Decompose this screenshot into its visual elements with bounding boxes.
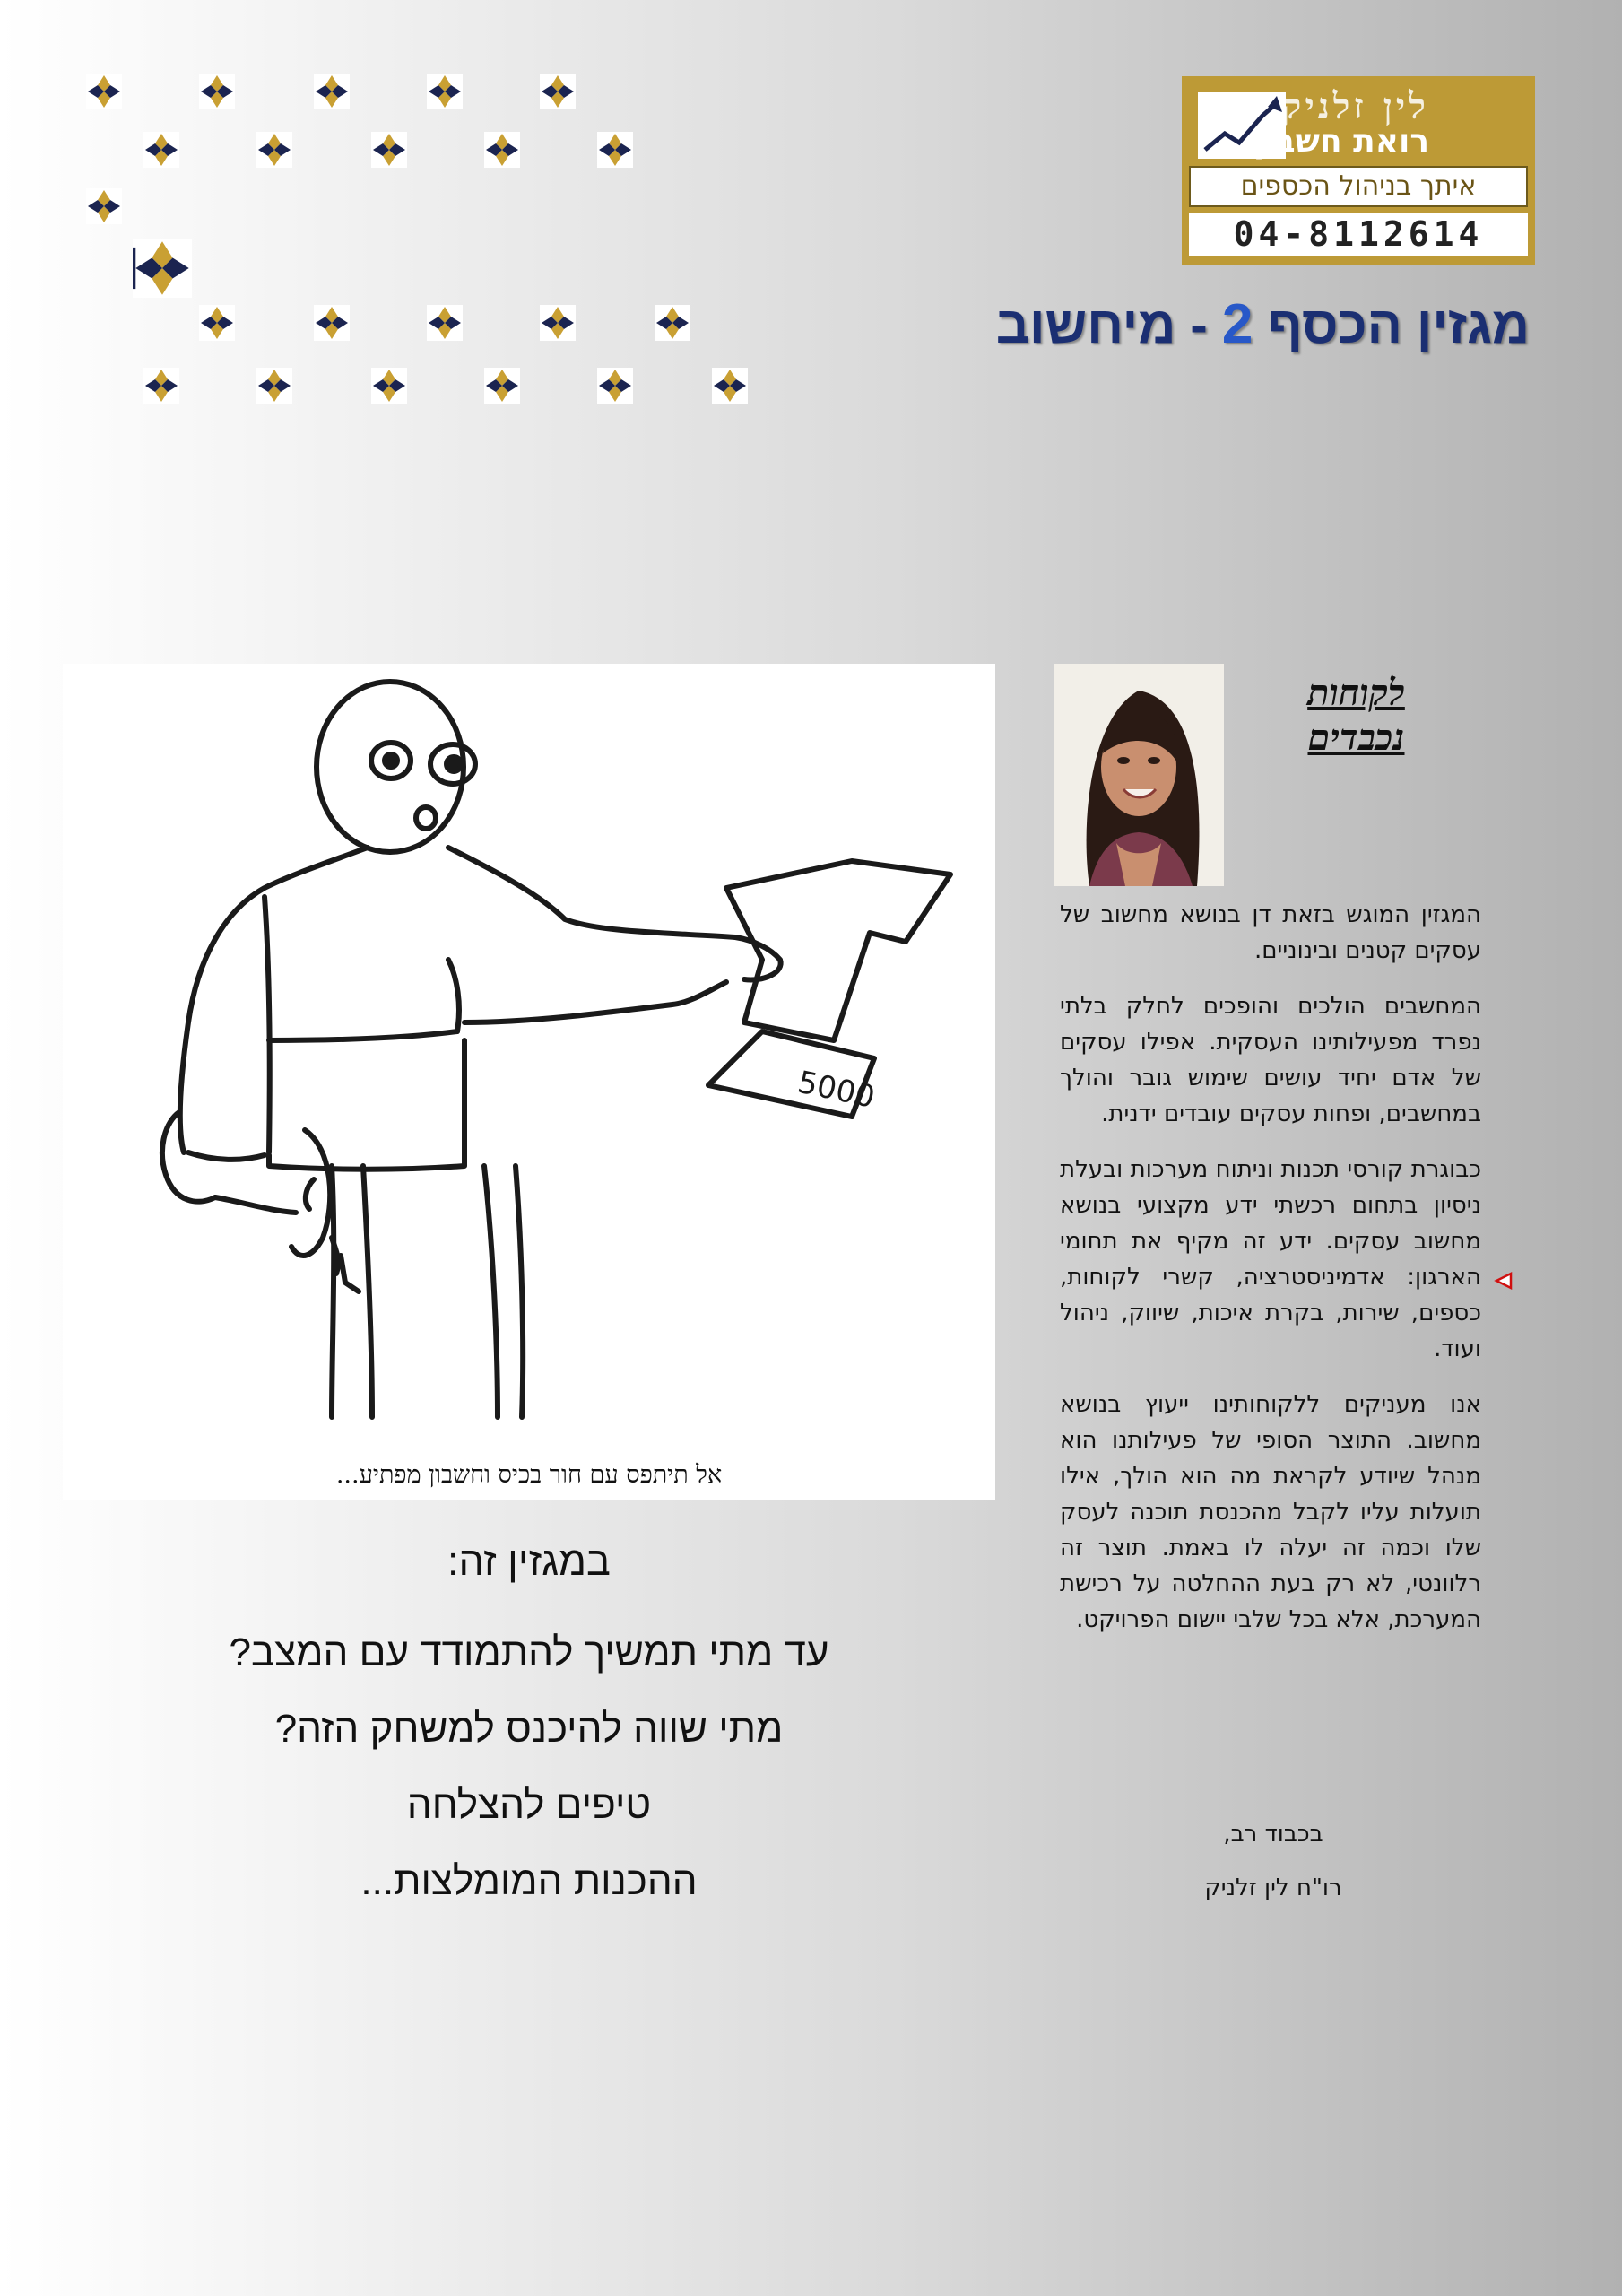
cartoon-illustration: [63, 664, 995, 1500]
magazine-title-suffix: - מיחשוב: [995, 296, 1222, 354]
contents-heading: במגזין זה:: [447, 1538, 611, 1584]
company-logo: [1182, 76, 1535, 265]
logo-name: לין זלניק: [1281, 85, 1429, 127]
diamond-ornament-icon: [314, 74, 350, 109]
diamond-ornament-icon: [597, 132, 633, 168]
magazine-issue-number: 2: [1221, 293, 1253, 355]
diamond-ornament-icon: [371, 132, 407, 168]
diamond-ornament-icon: [655, 305, 690, 341]
letter-paragraph: אנו מעניקים ללקוחותינו ייעוץ בנושא מחשוב. התוצר הסופי של פעילותנו הוא מנהל שיודע לקראת מה הוא הולך, אילו תועלות עליו לקבל מהכנסת תוכנה לעסק שלו וכמה זה יעלה לו באמת. תוצר זה רלוונטי, לא רק בעת ההחלטה על רכישת המערכת, אלא בכל שלבי יישום הפרויקט.: [1060, 1391, 1481, 1633]
diamond-ornament-icon: [427, 305, 463, 341]
diamond-ornament-icon: [199, 74, 235, 109]
logo-phone: 04-8112614: [1189, 213, 1528, 256]
contents-item: ההכנות המומלצות...: [360, 1859, 698, 1903]
greeting-line: נכבדים: [1307, 717, 1405, 759]
diamond-ornament-icon: [86, 74, 122, 109]
contents-item: מתי שווה להיכנס למשחק הזה?: [274, 1707, 784, 1751]
author-portrait: [1054, 664, 1224, 886]
letter-paragraph: המגזין המוגש בזאת דן בנושא מחשוב של עסקים קטנים ובינוניים.: [1060, 901, 1481, 964]
diamond-ornament-icon: [199, 305, 235, 341]
triangle-bullet-icon: [1494, 1271, 1514, 1291]
diamond-ornament-icon: [540, 305, 576, 341]
diamond-ornament-icon: [143, 132, 179, 168]
diamond-ornament-icon: [597, 368, 633, 404]
cartoon-caption: אל תיתפס עם חור בכיס וחשבון מפתיע...: [335, 1461, 723, 1489]
diamond-ornament-icon: [712, 368, 748, 404]
diamond-ornament-icon: [314, 305, 350, 341]
banknote-amount: 5000: [794, 1064, 879, 1116]
letter-body: [1060, 897, 1481, 1657]
contents-list: [143, 1628, 915, 1933]
diamond-ornament-icon: [143, 368, 179, 404]
magazine-title-prefix: מגזין הכסף: [1253, 296, 1530, 354]
letter-signature: רו"ח לין זלניק: [1204, 1874, 1342, 1901]
diamond-ornament-icon: [133, 239, 192, 298]
letter-closing: בכבוד רב,: [1223, 1821, 1323, 1848]
diamond-ornament-icon: [86, 188, 122, 224]
diamond-ornament-icon: [484, 368, 520, 404]
diamond-ornament-icon: [256, 132, 292, 168]
magazine-title: [996, 292, 1530, 356]
man-with-hole-in-pocket-drawing: [63, 664, 995, 1453]
diamond-ornament-icon: [371, 368, 407, 404]
diamond-ornament-icon: [484, 132, 520, 168]
contents-item: עד מתי תמשיך להתמודד עם המצב?: [229, 1631, 829, 1674]
logo-title: רואת חשבון: [1253, 123, 1429, 160]
logo-tagline: איתך בניהול הכספים: [1189, 166, 1528, 207]
contents-item: טיפים להצלחה: [406, 1783, 652, 1827]
diamond-ornament-icon: [540, 74, 576, 109]
diamond-ornament-icon: [427, 74, 463, 109]
letter-paragraph: כבוגרת קורסי תכנות וניתוח מערכות ובעלת ניסיון בתחום רכשתי ידע מקצועי בנושא מחשוב עסקים. ידע זה מקיף את תחומי הארגון: אדמיניסטרציה, קשרי לקוחות, כספים, שירות, בקרת איכות, שיווק, ניהול ועוד.: [1060, 1156, 1481, 1362]
diamond-ornament-icon: [256, 368, 292, 404]
letter-paragraph: המחשבים הולכים והופכים לחלק בלתי נפרד מפעילותינו העסקית. אפילו עסקים של אדם יחיד עושים שימוש גובר והולך במחשבים, ופחות עסקים עובדים ידנית.: [1060, 993, 1481, 1127]
greeting-line: לקוחות: [1307, 672, 1405, 714]
letter-greeting: [1251, 671, 1462, 761]
logo-header: [1189, 83, 1528, 161]
